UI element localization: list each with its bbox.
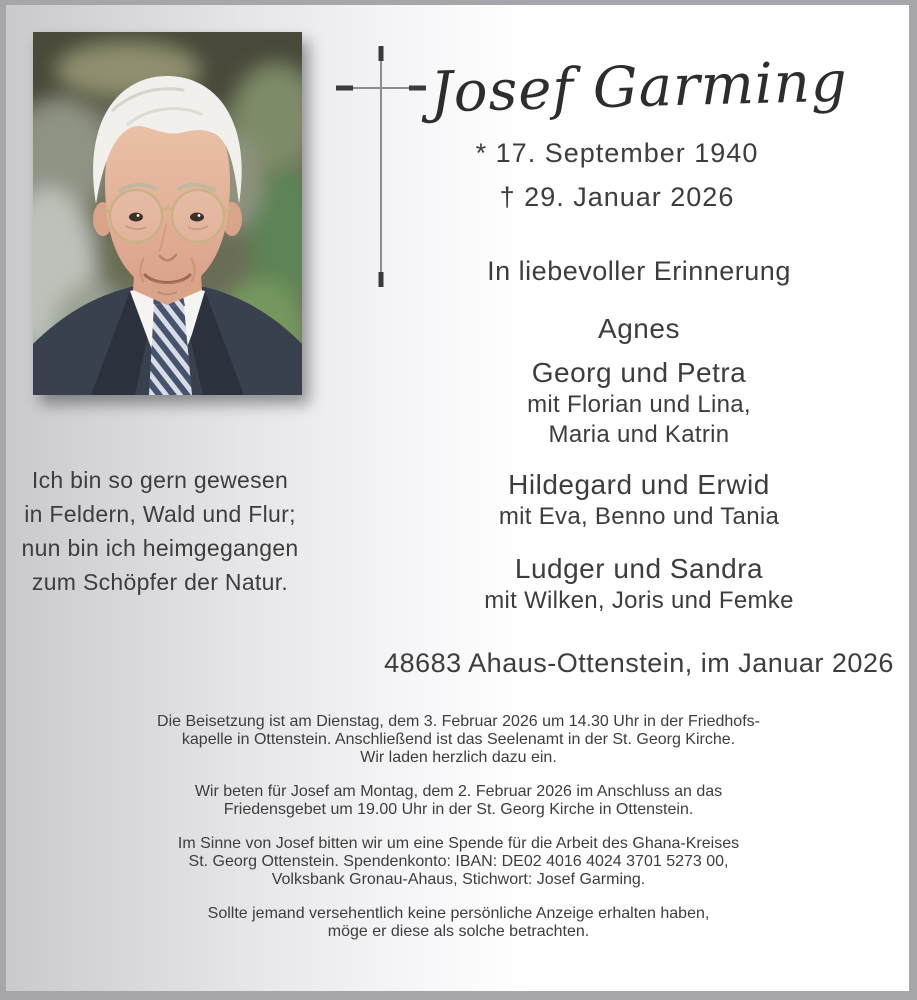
notice-line: St. Georg Ottenstein. Spendenkonto: IBAN: DE02 4016 4024 3701 5273 00,: [188, 853, 729, 870]
mourner-detail: mit Florian und Lina,: [527, 391, 751, 418]
mourner-name: Georg und Petra: [531, 357, 747, 388]
notice-line: Sollte jemand versehentlich keine persönliche Anzeige erhalten haben,: [207, 905, 710, 922]
death-date: † 29. Januar 2026: [499, 182, 735, 212]
portrait-illustration: [33, 32, 302, 395]
portrait-photo: [33, 32, 302, 395]
poem-line: in Feldern, Wald und Flur;: [24, 501, 296, 527]
mourner-name: Agnes: [598, 313, 680, 344]
memorial-column: [358, 0, 917, 680]
notice-line: Im Sinne von Josef bitten wir um eine Spende für die Arbeit des Ghana-Kreises: [177, 835, 740, 852]
mourner-name: Ludger und Sandra: [514, 553, 764, 584]
notice-line: Wir beten für Josef am Montag, dem 2. Februar 2026 im Anschluss an das: [194, 783, 723, 800]
mourner-detail: Maria und Katrin: [548, 421, 730, 448]
deceased-name: Josef Garming: [429, 49, 849, 126]
notice-line: kapelle in Ottenstein. Anschließend ist das Seelenamt in der St. Georg Kirche.: [181, 731, 736, 748]
birth-date: * 17. September 1940: [475, 138, 759, 168]
notice-line: Volksbank Gronau-Ahaus, Stichwort: Josef Garming.: [271, 871, 646, 888]
memorial-intro: In liebevoller Erinnerung: [487, 256, 791, 286]
notice-line: Wir laden herzlich dazu ein.: [360, 749, 557, 766]
mourner-name: Hildegard und Erwid: [508, 469, 770, 500]
poem-line: nun bin ich heimgegangen: [21, 535, 299, 561]
mourner-detail: mit Eva, Benno und Tania: [498, 503, 780, 530]
place-date-line: 48683 Ahaus-Ottenstein, im Januar 2026: [384, 648, 894, 678]
notice-line: möge er diese als solche betrachten.: [327, 923, 590, 940]
funeral-notices: [8, 705, 909, 957]
poem: [10, 463, 310, 599]
notice-line: Friedensgebet um 19.00 Uhr in der St. Georg Kirche in Ottenstein.: [223, 801, 694, 818]
poem-line: Ich bin so gern gewesen: [31, 467, 289, 493]
poem-line: zum Schöpfer der Natur.: [31, 569, 289, 595]
mourner-detail: mit Wilken, Joris und Femke: [484, 587, 794, 614]
notice-line: Die Beisetzung ist am Dienstag, dem 3. Februar 2026 um 14.30 Uhr in der Friedhofs-: [157, 713, 760, 730]
